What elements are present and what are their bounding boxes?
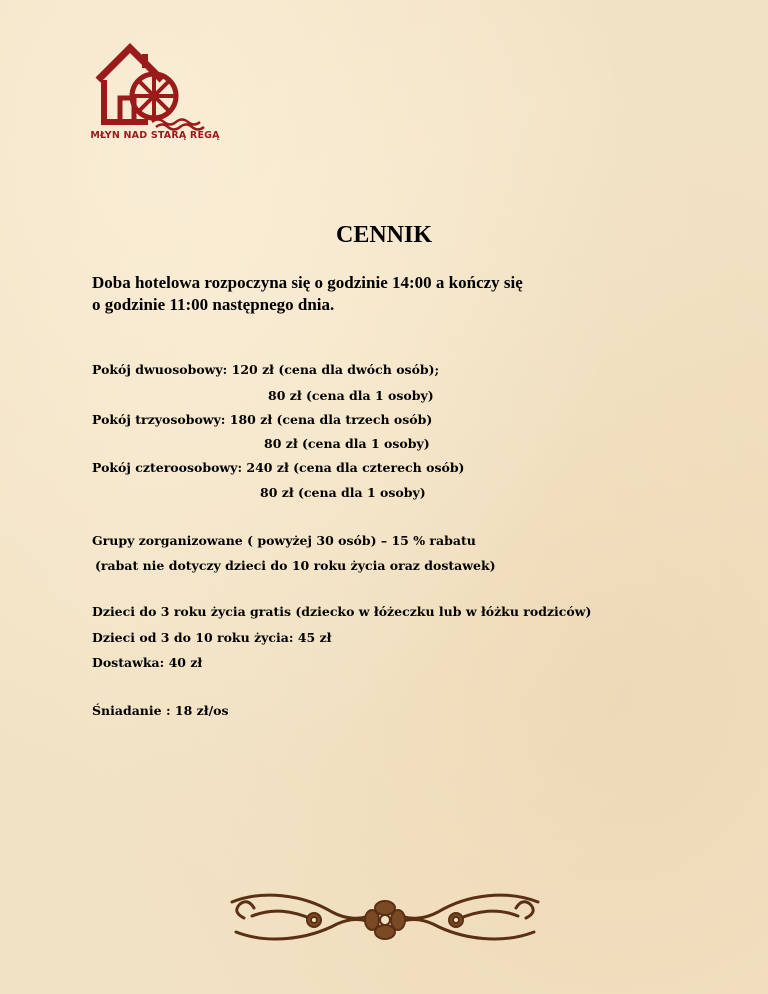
hotel-day-line-1: Doba hotelowa rozpoczyna się o godzinie 14:00 a kończy się bbox=[92, 273, 523, 292]
room-double-price: Pokój dwuosobowy: 120 zł (cena dla dwóch osób); bbox=[92, 362, 440, 377]
room-triple-single-price: 80 zł (cena dla 1 osoby) bbox=[264, 436, 430, 451]
room-quad-price: Pokój czteroosobowy: 240 zł (cena dla czterech osób) bbox=[92, 460, 465, 475]
mill-logo bbox=[90, 42, 220, 147]
logo-wordmark: MŁYN NAD STARĄ REGĄ bbox=[90, 130, 220, 141]
page-title: CENNIK bbox=[335, 222, 432, 248]
breakfast-price: Śniadanie : 18 zł/os bbox=[92, 703, 229, 718]
room-quad-single-price: 80 zł (cena dla 1 osoby) bbox=[260, 485, 426, 500]
children-3-to-10: Dzieci od 3 do 10 roku życia: 45 zł bbox=[92, 630, 332, 645]
group-discount: Grupy zorganizowane ( powyżej 30 osób) – 15 % rabatu bbox=[92, 533, 476, 548]
extra-bed-price: Dostawka: 40 zł bbox=[92, 655, 203, 670]
group-discount-note: (rabat nie dotyczy dzieci do 10 roku życia oraz dostawek) bbox=[95, 558, 496, 573]
flourish-icon bbox=[222, 880, 548, 960]
room-double-single-price: 80 zł (cena dla 1 osoby) bbox=[268, 388, 434, 403]
mill-house-icon bbox=[90, 42, 220, 132]
children-under-3: Dzieci do 3 roku życia gratis (dziecko w łóżeczku lub w łóżku rodziców) bbox=[92, 604, 592, 619]
hotel-day-info bbox=[92, 272, 692, 316]
room-triple-price: Pokój trzyosobowy: 180 zł (cena dla trzech osób) bbox=[92, 412, 433, 427]
hotel-day-line-2: o godzinie 11:00 następnego dnia. bbox=[92, 295, 335, 314]
decorative-ornament bbox=[222, 880, 548, 960]
